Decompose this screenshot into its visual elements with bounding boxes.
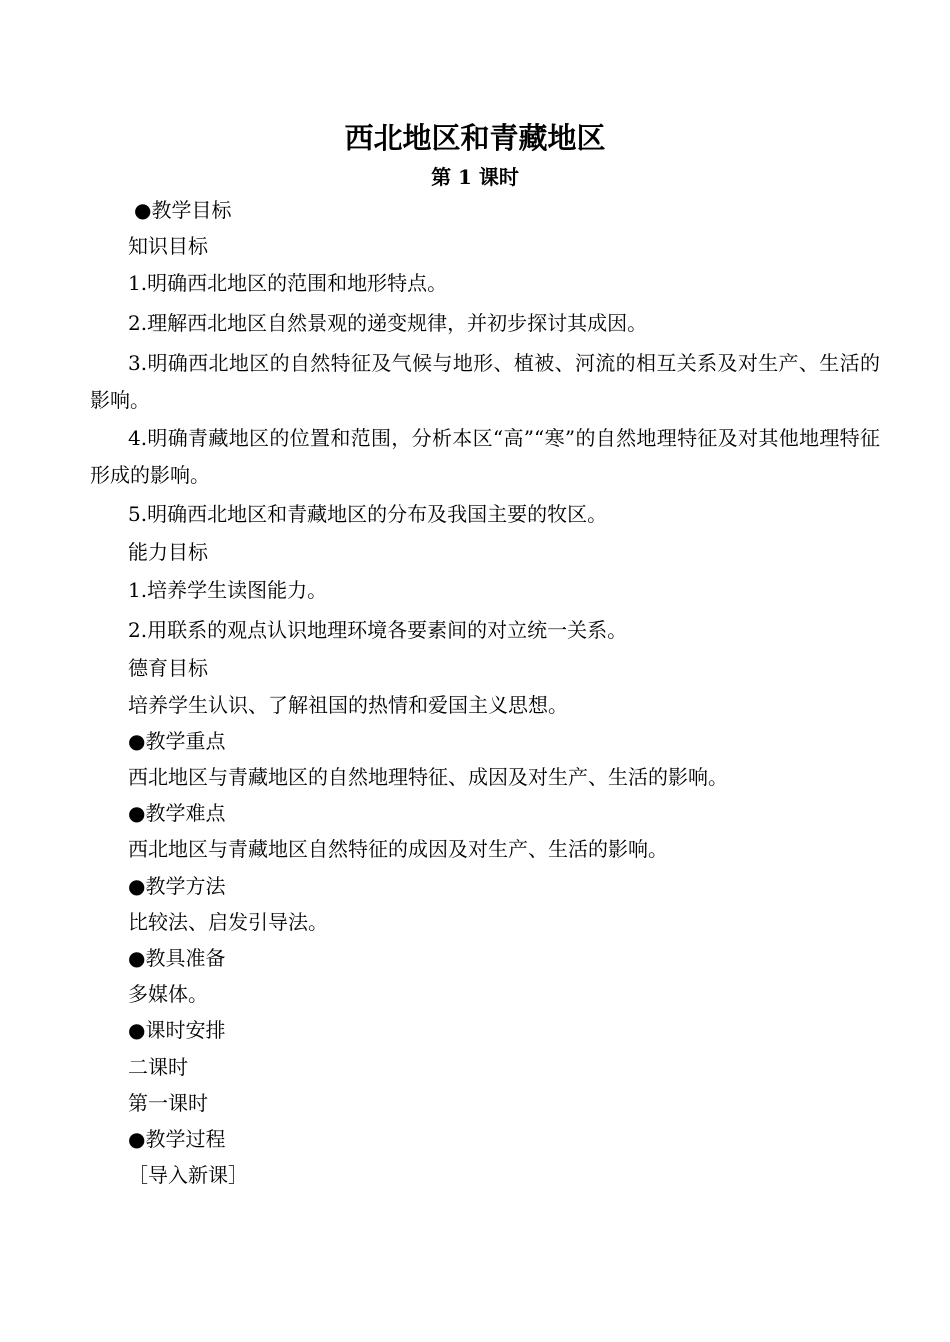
document-subtitle: 第 1 课时 <box>431 165 519 189</box>
section-heading-difficult-points: ●教学难点 <box>128 801 226 825</box>
subheading-first-lesson: 第一课时 <box>128 1091 208 1115</box>
section-heading-key-points: ●教学重点 <box>128 729 226 753</box>
section-heading-teaching-methods: ●教学方法 <box>128 874 226 898</box>
paragraph-knowledge-1: 1.明确西北地区的范围和地形特点。 <box>128 271 448 295</box>
paragraph-knowledge-5: 5.明确西北地区和青藏地区的分布及我国主要的牧区。 <box>128 502 608 526</box>
section-heading-teaching-goals: ●教学目标 <box>134 198 232 222</box>
subheading-ability-goals: 能力目标 <box>128 540 208 564</box>
paragraph-knowledge-3: 3.明确西北地区的自然特征及气候与地形、植被、河流的相互关系及对生产、生活的影响。 <box>90 351 880 412</box>
document-title: 西北地区和青藏地区 <box>344 121 606 155</box>
paragraph-ability-1: 1.培养学生读图能力。 <box>128 578 328 602</box>
section-heading-teaching-aids: ●教具准备 <box>128 946 226 970</box>
section-heading-teaching-process: ●教学过程 <box>128 1127 226 1151</box>
subheading-moral-goals: 德育目标 <box>128 656 208 680</box>
paragraph-knowledge-2: 2.理解西北地区自然景观的递变规律，并初步探讨其成因。 <box>128 311 648 335</box>
paragraph-key-points: 西北地区与青藏地区的自然地理特征、成因及对生产、生活的影响。 <box>128 765 728 789</box>
subheading-introduce-new-lesson: ［导入新课］ <box>128 1163 248 1187</box>
paragraph-ability-2: 2.用联系的观点认识地理环境各要素间的对立统一关系。 <box>128 618 628 642</box>
paragraph-schedule: 二课时 <box>128 1055 188 1079</box>
paragraph-knowledge-4: 4.明确青藏地区的位置和范围，分析本区“高”“寒”的自然地理特征及对其他地理特征形成的影响。 <box>90 426 880 487</box>
subheading-knowledge-goals: 知识目标 <box>128 234 208 258</box>
section-heading-schedule: ●课时安排 <box>128 1018 226 1042</box>
paragraph-moral-1: 培养学生认识、了解祖国的热情和爱国主义思想。 <box>128 693 568 717</box>
paragraph-difficult-points: 西北地区与青藏地区自然特征的成因及对生产、生活的影响。 <box>128 837 668 861</box>
paragraph-teaching-aids: 多媒体。 <box>128 982 208 1006</box>
paragraph-teaching-methods: 比较法、启发引导法。 <box>128 910 328 934</box>
